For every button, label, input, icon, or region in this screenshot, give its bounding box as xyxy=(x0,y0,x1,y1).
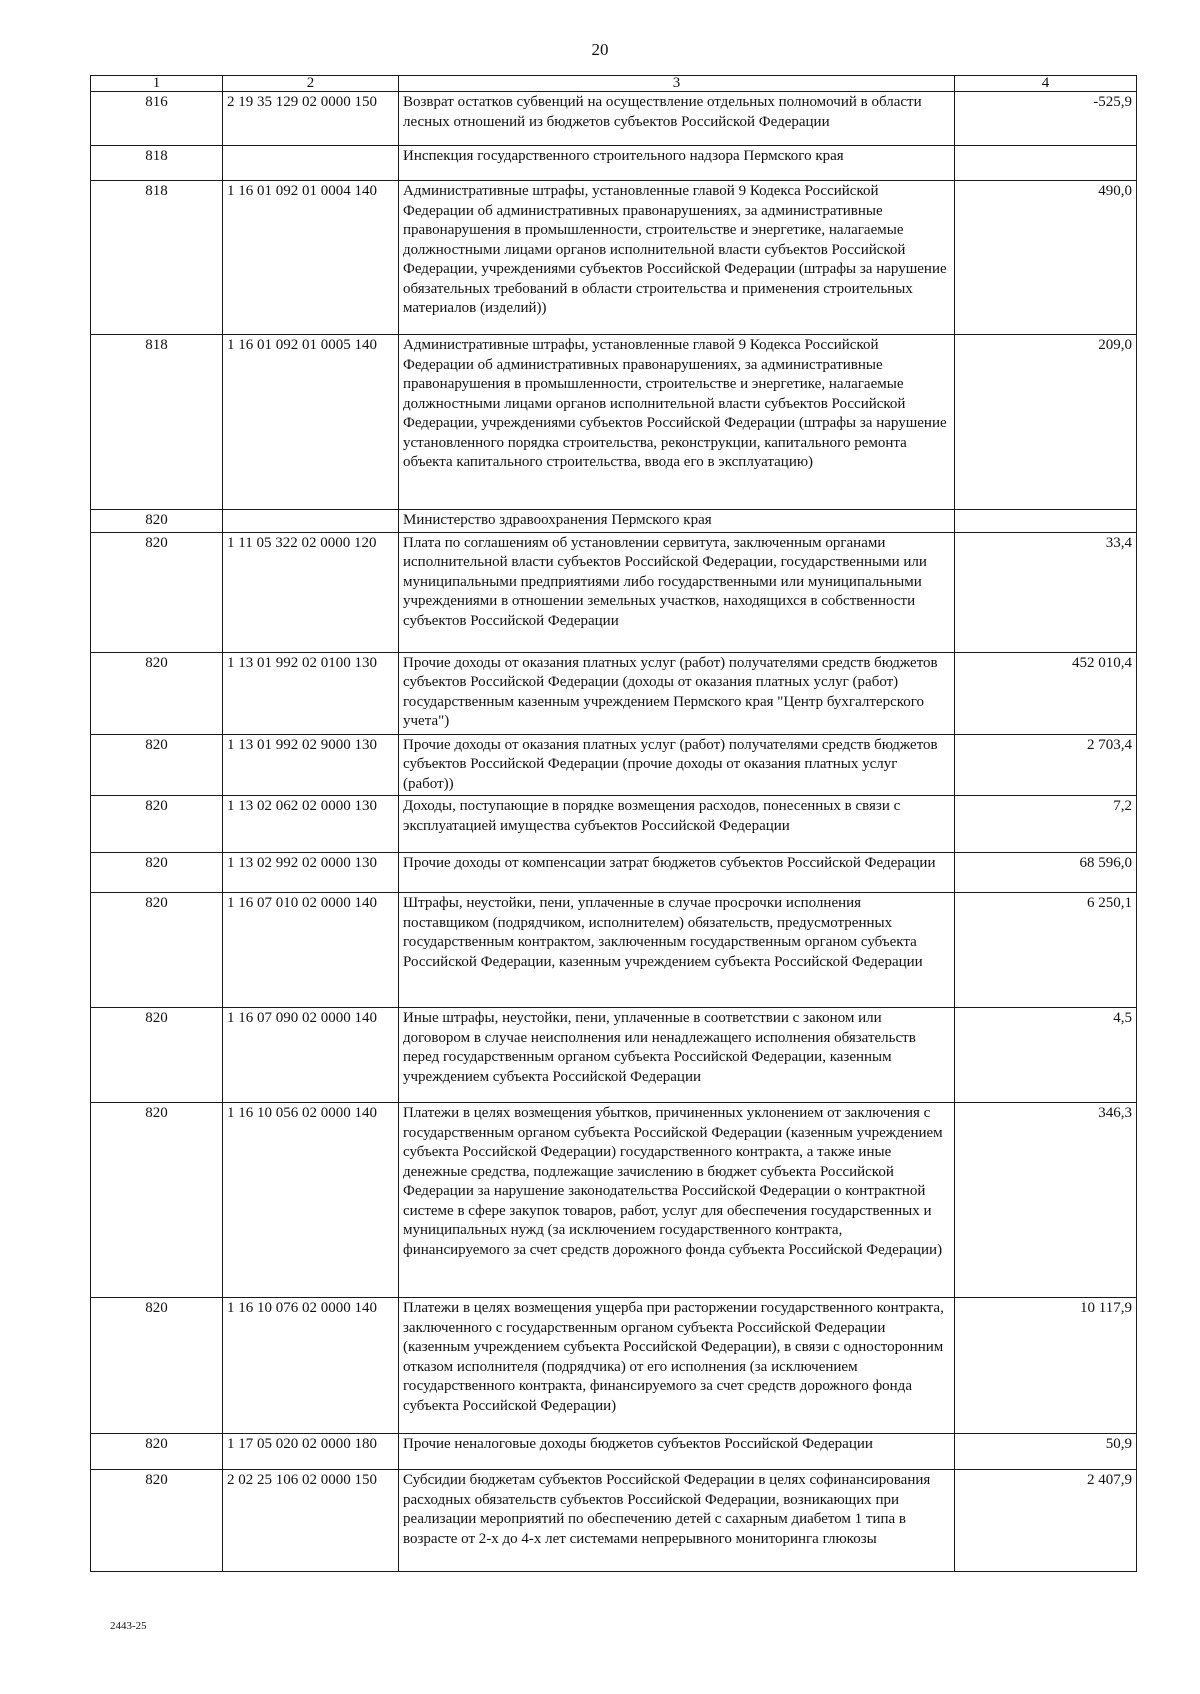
amount-cell: 10 117,9 xyxy=(955,1298,1137,1434)
revenue-name-cell: Инспекция государственного строительного надзора Пермского края xyxy=(399,146,955,181)
revenue-name-cell: Министерство здравоохранения Пермского края xyxy=(399,510,955,533)
table-row xyxy=(91,652,1137,734)
table-row xyxy=(91,510,1137,533)
revenue-name-cell: Возврат остатков субвенций на осуществление отдельных полномочий в области лесных отношений из бюджетов субъектов Российской Федерации xyxy=(399,92,955,146)
admin-code-cell: 820 xyxy=(91,532,223,652)
revenue-name-cell: Штрафы, неустойки, пени, уплаченные в случае просрочки исполнения поставщиком (подрядчиком, исполнителем) обязательств, предусмотренных государственным контрактом, заключенным государственным органом субъекта Российской Федерации, казенным учреждением субъекта Российской Федерации xyxy=(399,893,955,1008)
revenue-code-cell: 1 16 07 090 02 0000 140 xyxy=(223,1008,399,1103)
column-header-3: 3 xyxy=(399,76,955,92)
admin-code-cell: 820 xyxy=(91,510,223,533)
document-footer-code: 2443-25 xyxy=(110,1620,147,1632)
admin-code-cell: 820 xyxy=(91,652,223,734)
table-row xyxy=(91,92,1137,146)
revenue-code-cell: 1 13 01 992 02 0100 130 xyxy=(223,652,399,734)
amount-cell: 33,4 xyxy=(955,532,1137,652)
revenue-code-cell: 1 13 02 992 02 0000 130 xyxy=(223,853,399,893)
revenue-code-cell: 1 13 02 062 02 0000 130 xyxy=(223,796,399,853)
column-header-2: 2 xyxy=(223,76,399,92)
admin-code-cell: 820 xyxy=(91,893,223,1008)
table-row xyxy=(91,1103,1137,1298)
admin-code-cell: 820 xyxy=(91,1103,223,1298)
revenue-name-cell: Административные штрафы, установленные главой 9 Кодекса Российской Федерации об административных правонарушениях, за административные правонарушения в промышленности, строительстве и энергетике, налагаемые должностными лицами органов исполнительной власти субъектов Российской Федерации, учреждениями субъектов Российской Федерации (штрафы за нарушение обязательных требований в области строительства и применения строительных материалов (изделий)) xyxy=(399,181,955,335)
amount-cell: 6 250,1 xyxy=(955,893,1137,1008)
revenue-name-cell: Плата по соглашениям об установлении сервитута, заключенным органами исполнительной власти субъектов Российской Федерации, государственными или муниципальными предприятиями либо государственными или муниципальными учреждениями в отношении земельных участков, находящихся в собственности субъектов Российской Федерации xyxy=(399,532,955,652)
table-row xyxy=(91,1470,1137,1572)
revenue-name-cell: Доходы, поступающие в порядке возмещения расходов, понесенных в связи с эксплуатацией имущества субъектов Российской Федерации xyxy=(399,796,955,853)
amount-cell: 68 596,0 xyxy=(955,853,1137,893)
table-row xyxy=(91,181,1137,335)
admin-code-cell: 820 xyxy=(91,853,223,893)
admin-code-cell: 816 xyxy=(91,92,223,146)
revenue-code-cell: 1 16 01 092 01 0005 140 xyxy=(223,335,399,510)
revenue-name-cell: Прочие доходы от оказания платных услуг (работ) получателями средств бюджетов субъектов Российской Федерации (прочие доходы от оказания платных услуг (работ)) xyxy=(399,734,955,796)
revenue-name-cell: Административные штрафы, установленные главой 9 Кодекса Российской Федерации об административных правонарушениях, за административные правонарушения в промышленности, строительстве и энергетике, налагаемые должностными лицами органов исполнительной власти субъектов Российской Федерации, учреждениями субъектов Российской Федерации (штрафы за нарушение установленного порядка строительства, реконструкции, капитального ремонта объекта капитального строительства, ввода его в эксплуатацию) xyxy=(399,335,955,510)
revenue-code-cell: 1 16 01 092 01 0004 140 xyxy=(223,181,399,335)
revenue-code-cell: 1 13 01 992 02 9000 130 xyxy=(223,734,399,796)
admin-code-cell: 818 xyxy=(91,181,223,335)
amount-cell: 4,5 xyxy=(955,1008,1137,1103)
table-row xyxy=(91,734,1137,796)
admin-code-cell: 818 xyxy=(91,335,223,510)
admin-code-cell: 820 xyxy=(91,1434,223,1470)
table-row xyxy=(91,335,1137,510)
revenue-name-cell: Платежи в целях возмещения ущерба при расторжении государственного контракта, заключенного с государственным органом субъекта Российской Федерации (казенным учреждением субъекта Российской Федерации), в связи с односторонним отказом исполнителя (подрядчика) от его исполнения (за исключением государственного контракта, финансируемого за счет средств дорожного фонда субъекта Российской Федерации) xyxy=(399,1298,955,1434)
table-row xyxy=(91,146,1137,181)
amount-cell xyxy=(955,510,1137,533)
table-row xyxy=(91,1298,1137,1434)
amount-cell: 452 010,4 xyxy=(955,652,1137,734)
amount-cell: 346,3 xyxy=(955,1103,1137,1298)
amount-cell: 2 703,4 xyxy=(955,734,1137,796)
revenue-code-cell: 2 19 35 129 02 0000 150 xyxy=(223,92,399,146)
revenue-code-cell: 1 16 10 056 02 0000 140 xyxy=(223,1103,399,1298)
amount-cell: 490,0 xyxy=(955,181,1137,335)
admin-code-cell: 820 xyxy=(91,1298,223,1434)
revenue-name-cell: Прочие доходы от оказания платных услуг (работ) получателями средств бюджетов субъектов Российской Федерации (доходы от оказания платных услуг (работ) государственным казенным учреждением Пермского края "Центр бухгалтерского учета") xyxy=(399,652,955,734)
revenue-table xyxy=(90,75,1137,1572)
admin-code-cell: 820 xyxy=(91,734,223,796)
revenue-code-cell: 1 11 05 322 02 0000 120 xyxy=(223,532,399,652)
admin-code-cell: 820 xyxy=(91,796,223,853)
table-row xyxy=(91,532,1137,652)
table-row xyxy=(91,893,1137,1008)
amount-cell xyxy=(955,146,1137,181)
table-row xyxy=(91,796,1137,853)
revenue-name-cell: Прочие неналоговые доходы бюджетов субъектов Российской Федерации xyxy=(399,1434,955,1470)
amount-cell: 7,2 xyxy=(955,796,1137,853)
revenue-code-cell xyxy=(223,146,399,181)
revenue-code-cell: 1 16 10 076 02 0000 140 xyxy=(223,1298,399,1434)
amount-cell: 2 407,9 xyxy=(955,1470,1137,1572)
revenue-name-cell: Субсидии бюджетам субъектов Российской Федерации в целях софинансирования расходных обязательств субъектов Российской Федерации, возникающих при реализации мероприятий по обеспечению детей с сахарным диабетом 1 типа в возрасте от 2-х до 4-х лет системами непрерывного мониторинга глюкозы xyxy=(399,1470,955,1572)
admin-code-cell: 818 xyxy=(91,146,223,181)
admin-code-cell: 820 xyxy=(91,1008,223,1103)
amount-cell: -525,9 xyxy=(955,92,1137,146)
table-row xyxy=(91,853,1137,893)
table-row xyxy=(91,1434,1137,1470)
revenue-name-cell: Платежи в целях возмещения убытков, причиненных уклонением от заключения с государственным органом субъекта Российской Федерации (казенным учреждением субъекта Российской Федерации) государственного контракта, а также иные денежные средства, подлежащие зачислению в бюджет субъекта Российской Федерации за нарушение законодательства Российской Федерации о контрактной системе в сфере закупок товаров, работ, услуг для обеспечения государственных и муниципальных нужд (за исключением государственного контракта, финансируемого за счет средств дорожного фонда субъекта Российской Федерации) xyxy=(399,1103,955,1298)
revenue-code-cell xyxy=(223,510,399,533)
amount-cell: 50,9 xyxy=(955,1434,1137,1470)
column-header-4: 4 xyxy=(955,76,1137,92)
revenue-code-cell: 1 16 07 010 02 0000 140 xyxy=(223,893,399,1008)
table-header-row xyxy=(91,76,1137,92)
page-number: 20 xyxy=(591,40,609,59)
amount-cell: 209,0 xyxy=(955,335,1137,510)
revenue-name-cell: Иные штрафы, неустойки, пени, уплаченные в соответствии с законом или договором в случае неисполнения или ненадлежащего исполнения обязательств перед государственным органом субъекта Российской Федерации, казенным учреждением субъекта Российской Федерации xyxy=(399,1008,955,1103)
admin-code-cell: 820 xyxy=(91,1470,223,1572)
column-header-1: 1 xyxy=(91,76,223,92)
revenue-name-cell: Прочие доходы от компенсации затрат бюджетов субъектов Российской Федерации xyxy=(399,853,955,893)
revenue-code-cell: 1 17 05 020 02 0000 180 xyxy=(223,1434,399,1470)
revenue-code-cell: 2 02 25 106 02 0000 150 xyxy=(223,1470,399,1572)
table-row xyxy=(91,1008,1137,1103)
